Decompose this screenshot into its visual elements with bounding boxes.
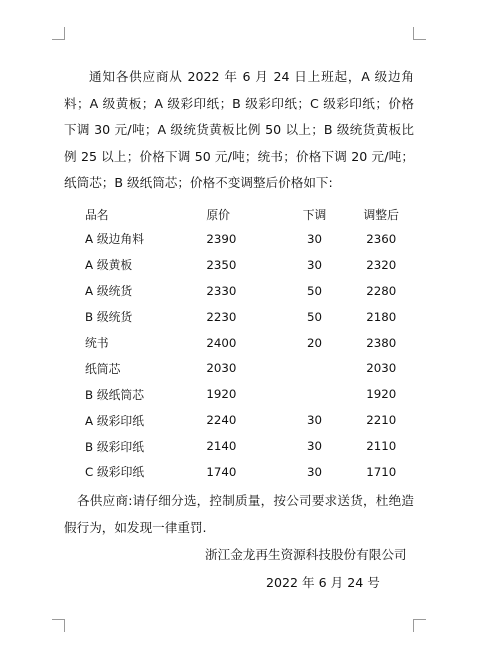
header-price-reduction: 下调 <box>302 208 327 222</box>
cell-adjusted-price: 2280 <box>366 283 397 298</box>
company-signature: 浙江金龙再生资源科技股份有限公司 <box>205 547 407 562</box>
cell-original-price: 2140 <box>206 439 237 454</box>
cell-adjusted-price: 2360 <box>366 231 397 246</box>
cell-original-price: 1740 <box>206 464 237 479</box>
cell-original-price: 2230 <box>206 309 237 324</box>
cell-original-price: 2350 <box>206 257 237 272</box>
table-row <box>64 252 416 278</box>
cell-price-reduction <box>283 381 347 407</box>
price-table <box>64 203 416 485</box>
cell-product-name: B 级纸筒芯 <box>85 387 145 402</box>
cell-product-name: A 级黄板 <box>85 258 133 273</box>
cell-price-reduction: 30 <box>307 231 323 246</box>
cell-product-name: 纸筒芯 <box>85 361 121 376</box>
cell-adjusted-price: 2210 <box>366 413 397 428</box>
cell-adjusted-price: 2380 <box>366 335 397 350</box>
table-row <box>64 433 416 459</box>
header-original-price: 原价 <box>206 208 230 222</box>
cell-original-price: 2240 <box>206 413 237 428</box>
table-row <box>64 330 416 356</box>
cell-original-price: 2330 <box>206 283 237 298</box>
cell-price-reduction: 50 <box>307 309 323 324</box>
corner-mark-bottom-right <box>413 619 426 632</box>
cell-adjusted-price: 2180 <box>366 309 397 324</box>
corner-mark-top-left <box>52 27 65 40</box>
corner-mark-top-right <box>413 27 426 40</box>
cell-original-price: 2400 <box>206 335 237 350</box>
cell-adjusted-price: 2110 <box>366 439 397 454</box>
cell-adjusted-price: 1710 <box>366 464 397 479</box>
corner-mark-bottom-left <box>52 619 65 632</box>
header-adjusted-price: 调整后 <box>363 208 399 222</box>
cell-price-reduction: 30 <box>307 464 323 479</box>
notice-intro-paragraph: 通知各供应商从 2022 年 6 月 24 日上班起，A 级边角料；A 级黄板；A 级彩印纸；B 级彩印纸；C 级彩印纸；价格下调 30 元/吨；A 级统货黄板比例 50 以上；B 级统货黄板比例 25 以上；价格下调 50 元/吨；统书；价格下调 20 元/吨；纸筒芯；B 级纸筒芯；价格不变调整后价格如下: <box>64 69 414 191</box>
table-row <box>64 278 416 304</box>
cell-price-reduction <box>283 355 347 381</box>
header-product-name: 品名 <box>85 208 109 222</box>
table-row <box>64 381 416 407</box>
table-row <box>64 226 416 252</box>
cell-price-reduction: 50 <box>307 283 323 298</box>
cell-product-name: 统书 <box>85 336 109 350</box>
cell-price-reduction: 30 <box>307 413 323 428</box>
cell-adjusted-price: 2320 <box>366 257 397 272</box>
price-table-header-row <box>64 203 416 226</box>
cell-product-name: A 级彩印纸 <box>85 413 145 428</box>
table-row <box>64 407 416 433</box>
table-row <box>64 304 416 330</box>
cell-original-price: 2390 <box>206 231 237 246</box>
cell-product-name: A 级统货 <box>85 284 133 299</box>
cell-price-reduction: 20 <box>307 335 323 350</box>
cell-price-reduction: 30 <box>307 439 323 454</box>
notice-date: 2022 年 6 月 24 号 <box>266 575 380 590</box>
notice-warning-paragraph: 各供应商:请仔细分选，控制质量，按公司要求送货，杜绝造假行为，如发现一律重罚. <box>64 493 414 535</box>
cell-product-name: B 级统货 <box>85 310 133 325</box>
cell-price-reduction: 30 <box>307 257 323 272</box>
cell-original-price: 1920 <box>206 387 237 402</box>
cell-adjusted-price: 1920 <box>366 387 397 402</box>
cell-product-name: C 级彩印纸 <box>85 465 145 480</box>
table-row <box>64 459 416 485</box>
cell-adjusted-price: 2030 <box>366 361 397 376</box>
cell-product-name: B 级彩印纸 <box>85 439 145 454</box>
table-row <box>64 355 416 381</box>
cell-original-price: 2030 <box>206 361 237 376</box>
cell-product-name: A 级边角料 <box>85 232 145 247</box>
